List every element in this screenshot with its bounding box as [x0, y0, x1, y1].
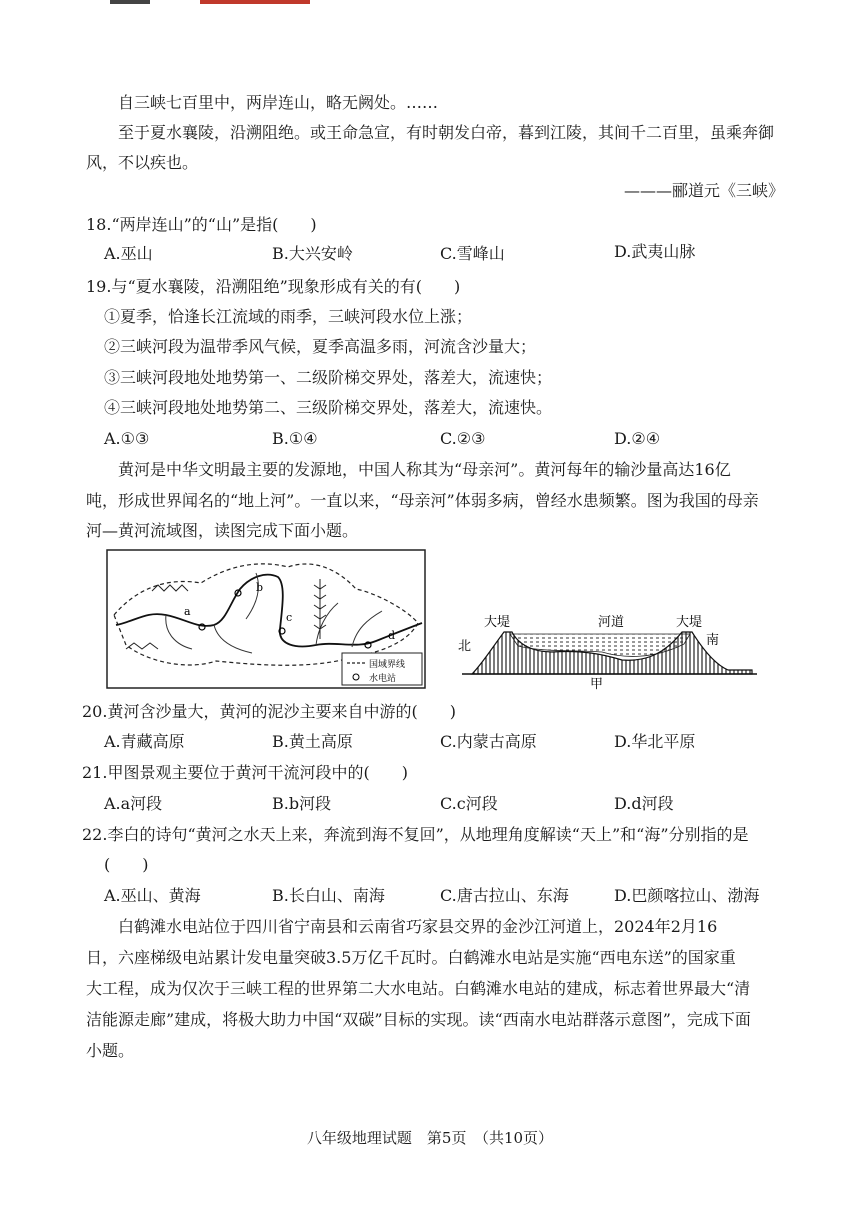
passage1-line2: 至于夏水襄陵，沿溯阻绝。或王命急宣，有时朝发白帝，暮到江陵，其间千二百里，虽乘奔御 [118, 123, 775, 142]
north-label: 北 [458, 639, 472, 654]
passage3-line3: 大工程，成为仅次于三峡工程的世界第二大水电站。白鹤滩水电站的建成，标志着世界最大“清 [86, 979, 751, 998]
q18-option-c[interactable]: C.雪峰山 [440, 244, 505, 263]
yellow-river-basin-map [106, 549, 426, 689]
passage2-line2: 吨，形成世界闻名的“地上河”。一直以来，“母亲河”体弱多病，曾经水患频繁。图为我国的母亲 [86, 491, 759, 510]
q18-option-d[interactable]: D.武夷山脉 [614, 242, 696, 261]
passage1-line1: 自三峡七百里中，两岸连山，略无阙处。…… [118, 93, 439, 112]
q22-paren: ( ) [104, 855, 149, 874]
map-label-c: c [286, 611, 293, 624]
q19-statement-4: ④三峡河段地处地势第二、三级阶梯交界处，落差大，流速快。 [104, 398, 553, 417]
q21-option-c[interactable]: C.c河段 [440, 794, 498, 813]
q22-option-d[interactable]: D.巴颜喀拉山、渤海 [614, 886, 760, 905]
map-label-b: b [256, 581, 264, 594]
legend-boundary: 国域界线 [369, 660, 406, 670]
passage1-source: ———郦道元《三峡》 [623, 181, 784, 200]
passage2-line1: 黄河是中华文明最主要的发源地，中国人称其为“母亲河”。黄河每年的输沙量高达16亿 [118, 460, 731, 479]
scan-edge-mark [110, 0, 150, 4]
passage3-line2: 日，六座梯级电站累计发电量突破3.5万亿千瓦时。白鹤滩水电站是实施“西电东送”的国家重 [86, 948, 736, 967]
dike-left-label: 大堤 [484, 615, 511, 630]
passage2-line3: 河—黄河流域图，读图完成下面小题。 [86, 521, 359, 540]
q22-option-a[interactable]: A.巫山、黄海 [104, 886, 201, 905]
q19-statement-1: ①夏季，恰逢长江流域的雨季，三峡河段水位上涨； [104, 307, 473, 326]
q18-stem: 18.“两岸连山”的“山”是指( ) [86, 215, 317, 234]
south-label: 南 [706, 633, 720, 648]
legend-station: 水电站 [369, 674, 397, 684]
q19-option-a[interactable]: A.①③ [104, 429, 150, 448]
q19-stem: 19.与“夏水襄陵，沿溯阻绝”现象形成有关的有( ) [86, 277, 461, 296]
q20-option-c[interactable]: C.内蒙古高原 [440, 732, 537, 751]
q18-option-a[interactable]: A.巫山 [104, 244, 153, 263]
q20-option-a[interactable]: A.青藏高原 [104, 732, 185, 751]
q19-statement-2: ②三峡河段为温带季风气候，夏季高温多雨，河流含沙量大； [104, 337, 537, 356]
channel-label: 河道 [598, 615, 625, 630]
page-footer: 八年级地理试题 第5页 （共10页） [306, 1129, 554, 1147]
passage3-line5: 小题。 [86, 1041, 135, 1060]
q19-option-d[interactable]: D.②④ [614, 429, 661, 448]
q19-option-c[interactable]: C.②③ [440, 429, 486, 448]
passage1-line3: 风，不以疾也。 [86, 153, 199, 172]
map-label-a: a [184, 605, 191, 618]
passage3-line4: 洁能源走廊”建成，将极大助力中国“双碳”目标的实现。读“西南水电站群落示意图”，完成下面 [86, 1010, 751, 1029]
q22-stem: 22.李白的诗句“黄河之水天上来，奔流到海不复回”，从地理角度解读“天上”和“海”分别指的是 [82, 825, 749, 844]
q21-option-a[interactable]: A.a河段 [104, 794, 163, 813]
q20-option-d[interactable]: D.华北平原 [614, 732, 696, 751]
q19-option-b[interactable]: B.①④ [272, 429, 318, 448]
q19-statement-3: ③三峡河段地处地势第一、二级阶梯交界处，落差大，流速快； [104, 368, 553, 387]
q22-option-b[interactable]: B.长白山、南海 [272, 886, 385, 905]
q21-stem: 21.甲图景观主要位于黄河干流河段中的( ) [82, 763, 408, 782]
dike-profile-figure [452, 608, 762, 692]
q21-option-d[interactable]: D.d河段 [614, 794, 674, 813]
q22-option-c[interactable]: C.唐古拉山、东海 [440, 886, 569, 905]
q21-option-b[interactable]: B.b河段 [272, 794, 332, 813]
q18-option-b[interactable]: B.大兴安岭 [272, 244, 353, 263]
map-label-d: d [388, 629, 396, 642]
q20-stem: 20.黄河含沙量大，黄河的泥沙主要来自中游的( ) [82, 702, 456, 721]
q20-option-b[interactable]: B.黄土高原 [272, 732, 353, 751]
dike-right-label: 大堤 [676, 615, 703, 630]
scan-edge-mark-red [200, 0, 310, 4]
figure-caption: 甲 [590, 677, 604, 692]
passage3-line1: 白鹤滩水电站位于四川省宁南县和云南省巧家县交界的金沙江河道上，2024年2月16 [118, 917, 718, 936]
